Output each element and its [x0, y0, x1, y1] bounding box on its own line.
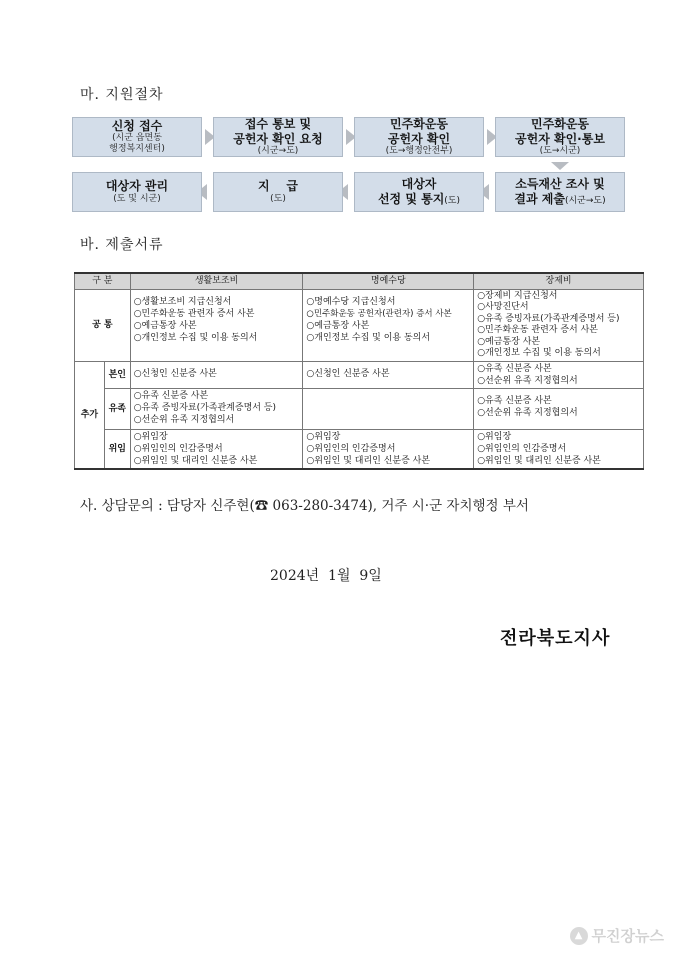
phone-icon: ☎ — [254, 498, 269, 514]
contact-suffix: 063-280-3474), 거주 시·군 자치행정 부서 — [268, 498, 529, 514]
flow-step-sub: (도 및 시군) — [113, 193, 161, 204]
doc-item: ○유족 증빙자료(가족관계증명서 등) — [477, 313, 620, 324]
doc-item: ○선순위 유족 지정협의서 — [477, 375, 578, 386]
issuer-signature: 전라북도지사 — [500, 628, 611, 649]
self-honor-docs — [303, 361, 474, 388]
watermark-logo-icon: ▲ — [570, 927, 588, 945]
doc-item: ○위임장 — [477, 431, 512, 442]
doc-item: ○위임인 및 대리인 신분증 사본 — [477, 455, 601, 466]
proxy-honor-docs — [303, 429, 474, 469]
row-label-common: 공 통 — [75, 289, 131, 361]
doc-item: ○개인정보 수집 및 이용 동의서 — [133, 332, 258, 343]
doc-item: ○장제비 지급신청서 — [477, 290, 558, 301]
table-header-row — [75, 273, 644, 289]
doc-item: ○예금통장 사본 — [306, 320, 370, 331]
flow-step-main: 민주화운동 — [390, 117, 448, 132]
flow-step-main: 대상자 — [401, 177, 437, 192]
flow-step-sub: (도→시군) — [539, 146, 581, 156]
table-row-common — [75, 289, 644, 361]
row-label-additional: 추가 — [75, 361, 105, 469]
contact-info — [80, 494, 529, 514]
header-category: 구 분 — [75, 273, 131, 289]
family-honor-docs — [303, 388, 474, 429]
doc-item: ○유족 신분증 사본 — [477, 395, 552, 406]
document-date: 2024년 1월 9일 — [270, 568, 382, 584]
self-funeral-docs — [474, 361, 644, 388]
doc-item: ○민주화운동 관련자 증서 사본 — [133, 308, 255, 319]
flow-step-ministry-confirm — [354, 117, 484, 157]
doc-item: ○위임인 및 대리인 신분증 사본 — [306, 455, 431, 466]
flow-step-main: 공헌자 확인 요청 — [233, 131, 323, 146]
flow-step-confirm-notify — [495, 117, 625, 157]
family-funeral-docs — [474, 388, 644, 429]
flow-step-notify — [213, 117, 343, 157]
flow-arrow-down-icon — [551, 162, 569, 170]
flow-step-sub: (시군→도) — [564, 195, 606, 206]
doc-item: ○위임인의 인감증명서 — [133, 443, 223, 454]
flow-step-main: 접수 통보 및 — [244, 117, 312, 132]
flow-step-main: 신청 접수 — [111, 119, 163, 133]
header-funeral-expense: 장제비 — [474, 273, 644, 289]
doc-item: ○생활보조비 지급신청서 — [133, 296, 232, 307]
flow-step-sub: (시군 읍면동 — [112, 133, 162, 144]
doc-item: ○개인정보 수집 및 이용 동의서 — [306, 332, 431, 343]
flow-step-sub: 행정복지센터) — [109, 144, 165, 155]
common-honor-docs — [303, 289, 474, 361]
flow-step-income-survey — [495, 172, 625, 212]
documents-section-title: 바. 제출서류 — [80, 237, 164, 253]
flow-step-main: 민주화운동 — [531, 117, 589, 132]
flow-step-sub: (도) — [270, 193, 286, 204]
flow-step-main: 소득재산 조사 및 — [515, 177, 605, 192]
table-row-self — [75, 361, 644, 388]
flow-step-management — [72, 172, 202, 212]
flow-step-main-text: 선정 및 통지 — [377, 191, 445, 206]
doc-item: ○위임장 — [133, 431, 168, 442]
doc-item: ○위임인의 인감증명서 — [477, 443, 567, 454]
flow-step-main: 공헌자 확인 — [387, 131, 451, 146]
row-label-self: 본인 — [104, 361, 130, 388]
doc-item: ○신청인 신분증 사본 — [306, 368, 390, 379]
watermark-text: 무진장뉴스 — [591, 927, 664, 945]
table-row-family — [75, 388, 644, 429]
flow-step-selection — [354, 172, 484, 212]
doc-item: ○위임장 — [306, 431, 341, 442]
doc-item: ○개인정보 수집 및 이용 동의서 — [477, 348, 601, 358]
flow-step-sub: (시군→도) — [257, 146, 299, 156]
self-living-docs — [130, 361, 303, 388]
row-label-family: 유족 — [104, 388, 130, 429]
doc-item: ○선순위 유족 지정협의서 — [477, 407, 578, 418]
doc-item: ○명예수당 지급신청서 — [306, 296, 396, 307]
row-label-proxy: 위임 — [104, 429, 130, 469]
flow-step-main — [514, 192, 605, 207]
header-honor-allowance: 명예수당 — [303, 273, 474, 289]
doc-item: ○예금통장 사본 — [133, 320, 197, 331]
common-funeral-docs — [474, 289, 644, 361]
doc-item: ○유족 증빙자료(가족관계증명서 등) — [133, 402, 277, 413]
doc-item: ○민주화운동 공헌자(관련자) 증서 사본 — [306, 308, 452, 319]
doc-item: ○민주화운동 관련자 증서 사본 — [477, 325, 598, 335]
procedure-section-title: 마. 지원절차 — [80, 87, 164, 103]
doc-item: ○유족 신분증 사본 — [477, 363, 552, 374]
proxy-funeral-docs — [474, 429, 644, 469]
doc-item: ○예금통장 사본 — [477, 336, 541, 347]
table-row-proxy — [75, 429, 644, 469]
doc-item: ○신청인 신분증 사본 — [133, 368, 217, 379]
flow-step-main: 공헌자 확인·통보 — [515, 131, 605, 146]
documents-table — [74, 272, 644, 470]
flow-step-payment — [213, 172, 343, 212]
proxy-living-docs — [130, 429, 303, 469]
common-living-docs — [130, 289, 303, 361]
flow-step-main: 대상자 관리 — [105, 179, 169, 194]
watermark — [570, 925, 664, 946]
flow-step-main: 지 급 — [258, 179, 298, 194]
flow-step-application — [72, 117, 202, 157]
doc-item: ○위임인의 인감증명서 — [306, 443, 396, 454]
flow-step-main — [378, 192, 460, 207]
flow-step-sub: (도) — [444, 195, 461, 206]
flow-step-sub: (도→행정안전부) — [385, 146, 453, 156]
doc-item: ○사망진단서 — [477, 302, 529, 312]
doc-item: ○위임인 및 대리인 신분증 사본 — [133, 455, 258, 466]
doc-item: ○선순위 유족 지정협의서 — [133, 414, 235, 425]
doc-item: ○유족 신분증 사본 — [133, 390, 209, 401]
contact-prefix: 사. 상담문의 : 담당자 신주현( — [80, 498, 255, 514]
flow-step-main-text: 결과 제출 — [514, 191, 565, 206]
family-living-docs — [130, 388, 303, 429]
header-living-allowance: 생활보조비 — [130, 273, 303, 289]
